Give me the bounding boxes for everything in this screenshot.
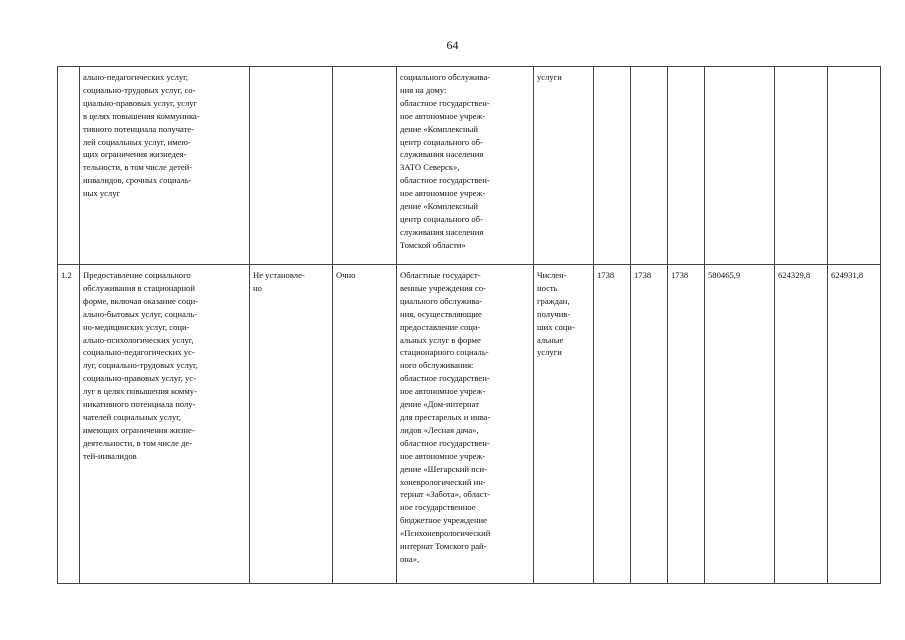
service-standard <box>250 67 333 265</box>
table-row <box>58 265 881 584</box>
service-providers: Областные государст- венные учреждения со- циального обслужива- ния, осуществляющие предоставление соци- альных услуг в форме стационарного социаль- ного обслуживания: областное государствен- ное автономное учреж- дение «Дом-интернат для престарелых и инва- лидов «Лесная дача», областное государствен- ное автономное учреж- дение «Шегарский пси- хоневрологический ин- тернат «Забота», област- ное государственное бюджетное учреждение «Психоневрологический интернат Томского рай- она», <box>397 265 534 584</box>
service-standard: Не установле- но <box>250 265 333 584</box>
value-cell: 1738 <box>668 265 705 584</box>
service-providers: социального обслужива- ния на дому: областное государствен- ное автономное учреж- дение «Комплексный центр социального об- служивания населения ЗАТО Северск», областное государствен- ное автономное учреж- дение «Комплексный центр социального об- служивания населения Томской области» <box>397 67 534 265</box>
page-number: 64 <box>446 38 459 52</box>
service-form <box>333 67 397 265</box>
service-name: Предоставление социального обслуживания в стационарной форме, включая оказание соци- ально-бытовых услуг, социаль- но-медицинских услуг, соци- ально-психологических услуг, социально-педагогических ус- луг, социально-трудовых услуг, социально-правовых услуг, ус- луг в целях повышения комму- никативного потенциала полу- чателей социальных услуг, имеющих ограничения жизне- деятельности, в том числе де- тей-инвалидов <box>80 265 250 584</box>
value-cell: 624931,8 <box>828 265 881 584</box>
value-cell <box>668 67 705 265</box>
service-indicator: услуги <box>534 67 594 265</box>
services-table <box>57 66 881 584</box>
service-name: ально-педагогических услуг, социально-трудовых услуг, со- циально-правовых услуг, услуг в целях повышения коммуника- тивного потенциала получате- лей социальных услуг, имею- щих ограничения жизнедея- тельности, в том числе детей- инвалидов, срочных социаль- ных услуг <box>80 67 250 265</box>
value-cell <box>775 67 828 265</box>
service-indicator: Числен- ность граждан, получив- ших соци- альные услуги <box>534 265 594 584</box>
value-cell <box>705 67 775 265</box>
table-row <box>58 67 881 265</box>
value-cell: 1738 <box>594 265 631 584</box>
value-cell <box>631 67 668 265</box>
value-cell: 580465,9 <box>705 265 775 584</box>
value-cell: 1738 <box>631 265 668 584</box>
value-cell: 624329,8 <box>775 265 828 584</box>
row-number <box>58 67 80 265</box>
value-cell <box>828 67 881 265</box>
value-cell <box>594 67 631 265</box>
row-number: 1.2 <box>58 265 80 584</box>
service-form: Очно <box>333 265 397 584</box>
